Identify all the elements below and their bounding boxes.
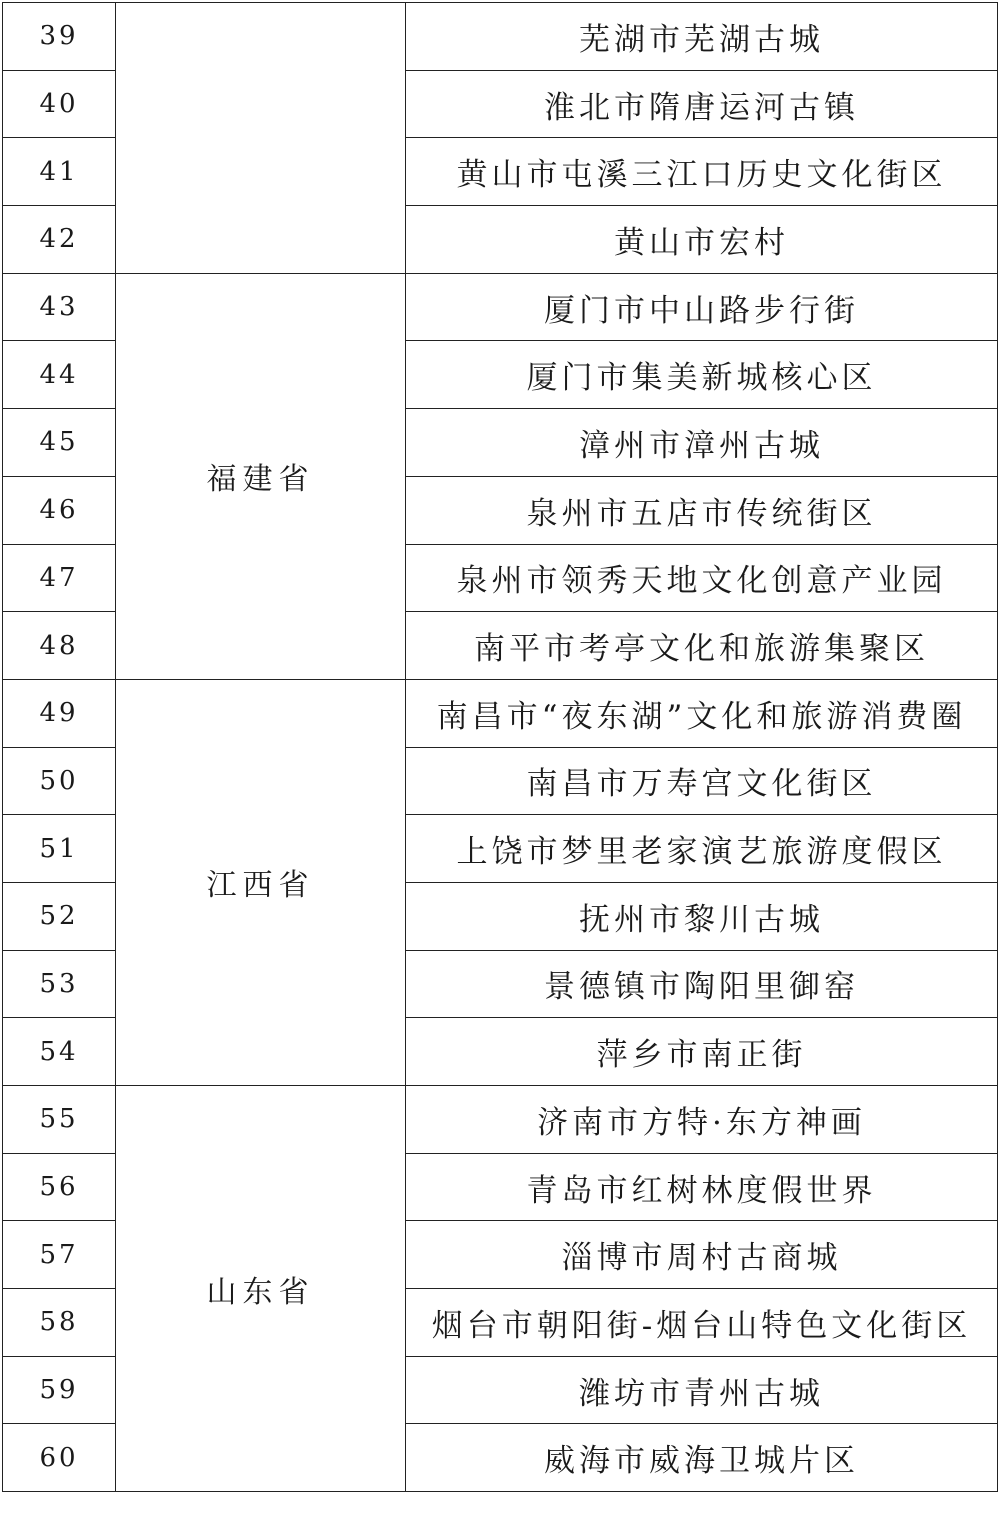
site-name: 厦门市集美新城核心区 [406, 341, 998, 409]
province-cell [116, 3, 406, 274]
site-name: 黄山市屯溪三江口历史文化街区 [406, 138, 998, 206]
site-name: 芜湖市芜湖古城 [406, 3, 998, 71]
row-number: 40 [3, 70, 116, 138]
row-number: 58 [3, 1289, 116, 1357]
site-name: 南昌市万寿宫文化街区 [406, 747, 998, 815]
table-row [3, 1086, 998, 1154]
table-row [3, 679, 998, 747]
site-name: 淮北市隋唐运河古镇 [406, 70, 998, 138]
site-name: 南平市考亭文化和旅游集聚区 [406, 612, 998, 680]
row-number: 39 [3, 3, 116, 71]
row-number: 54 [3, 1018, 116, 1086]
row-number: 50 [3, 747, 116, 815]
row-number: 49 [3, 679, 116, 747]
province-cell: 山东省 [116, 1086, 406, 1492]
site-name: 漳州市漳州古城 [406, 409, 998, 477]
row-number: 59 [3, 1356, 116, 1424]
row-number: 57 [3, 1221, 116, 1289]
row-number: 45 [3, 409, 116, 477]
row-number: 41 [3, 138, 116, 206]
site-name: 抚州市黎川古城 [406, 882, 998, 950]
site-name: 厦门市中山路步行街 [406, 273, 998, 341]
site-name: 青岛市红树林度假世界 [406, 1153, 998, 1221]
province-cell: 福建省 [116, 273, 406, 679]
row-number: 44 [3, 341, 116, 409]
row-number: 46 [3, 476, 116, 544]
table-row [3, 273, 998, 341]
site-name: 上饶市梦里老家演艺旅游度假区 [406, 815, 998, 883]
row-number: 60 [3, 1424, 116, 1492]
site-name: 泉州市五店市传统街区 [406, 476, 998, 544]
row-number: 48 [3, 612, 116, 680]
row-number: 53 [3, 950, 116, 1018]
site-name: 南昌市“夜东湖”文化和旅游消费圈 [406, 679, 998, 747]
site-name: 萍乡市南正街 [406, 1018, 998, 1086]
site-name: 潍坊市青州古城 [406, 1356, 998, 1424]
site-name: 景德镇市陶阳里御窑 [406, 950, 998, 1018]
site-name: 威海市威海卫城片区 [406, 1424, 998, 1492]
site-name: 泉州市领秀天地文化创意产业园 [406, 544, 998, 612]
row-number: 43 [3, 273, 116, 341]
row-number: 56 [3, 1153, 116, 1221]
province-cell: 江西省 [116, 679, 406, 1085]
table-row [3, 3, 998, 71]
row-number: 55 [3, 1086, 116, 1154]
site-name: 淄博市周村古商城 [406, 1221, 998, 1289]
row-number: 42 [3, 206, 116, 274]
site-list-table [2, 2, 998, 1492]
site-name: 济南市方特·东方神画 [406, 1086, 998, 1154]
row-number: 51 [3, 815, 116, 883]
row-number: 47 [3, 544, 116, 612]
site-name: 黄山市宏村 [406, 206, 998, 274]
site-name: 烟台市朝阳街-烟台山特色文化街区 [406, 1289, 998, 1357]
row-number: 52 [3, 882, 116, 950]
